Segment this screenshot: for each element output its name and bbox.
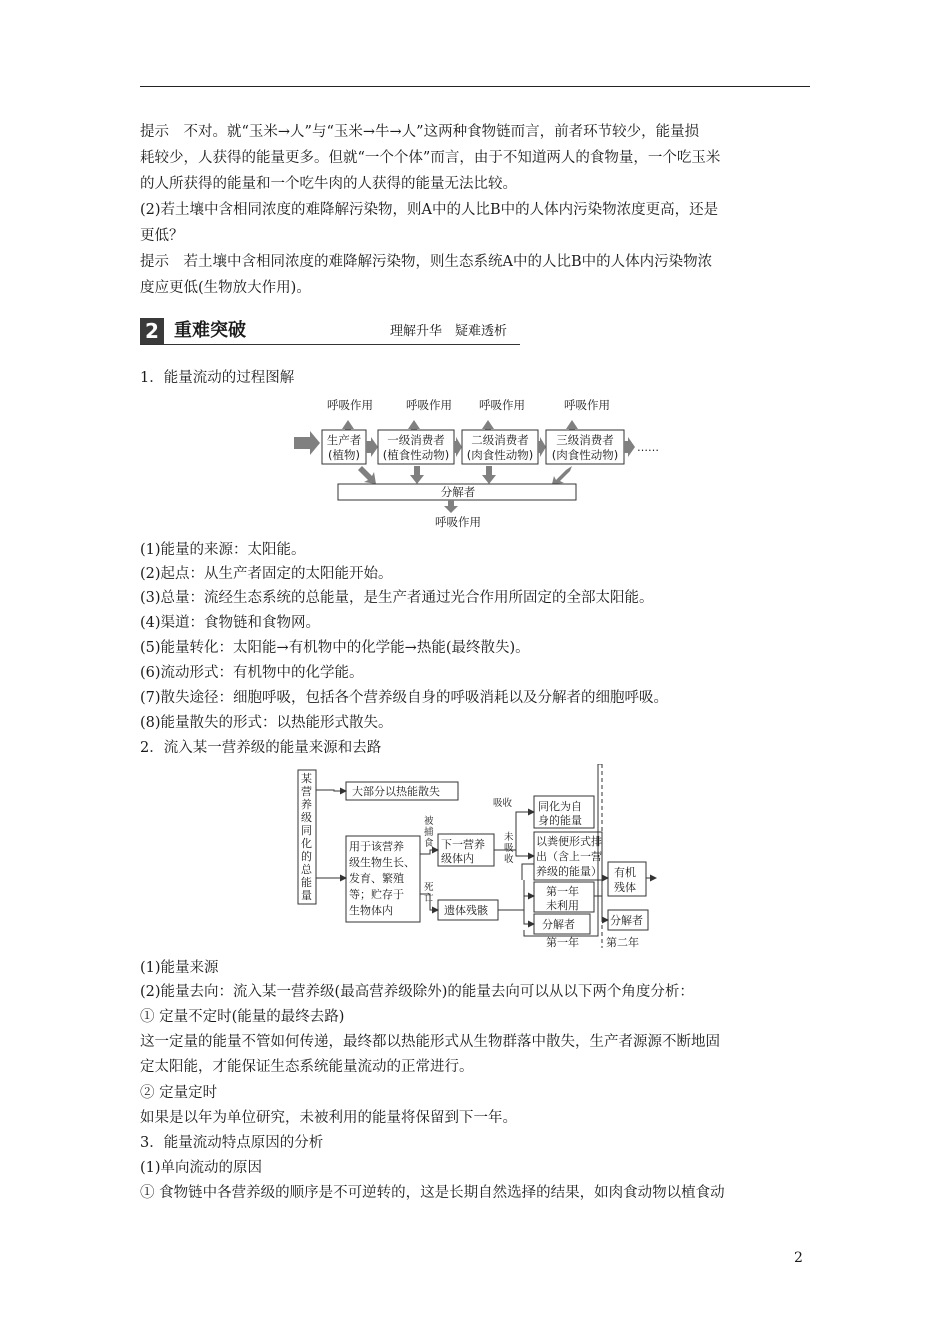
- total-char-8: 总: [301, 863, 312, 876]
- unused-line-2: 未利用: [546, 899, 579, 912]
- heading-energy-flow-diagram: 1．能量流动的过程图解: [140, 370, 295, 386]
- list2-item-3: ① 定量不定时(能量的最终去路): [140, 1009, 345, 1025]
- producer-label: 生产者: [326, 433, 362, 447]
- list1-item-3: (3)总量：流经生态系统的总能量，是生产者通过光合作用所固定的全部太阳能。: [140, 590, 654, 606]
- hint-line-3: 的人所获得的能量和一个吃牛肉的人获得的能量无法比较。: [140, 176, 517, 192]
- consumer1-label: 一级消费者: [387, 433, 445, 447]
- hint-line-5: 度应更低(生物放大作用)。: [140, 280, 311, 296]
- respiration-label-4: 呼吸作用: [564, 398, 610, 412]
- eaten-char-2: 捕: [424, 827, 434, 838]
- total-char-4: 级: [301, 811, 312, 824]
- header-rule: [140, 86, 810, 87]
- flow-arrow-3: [538, 437, 546, 457]
- connector-absorbed: [516, 812, 534, 850]
- total-char-2: 营: [301, 785, 312, 798]
- down-arrow-1: [358, 466, 376, 484]
- hint-line-2: 耗较少，人获得的能量更多。但就“一个个体”而言，由于不知道两人的食物量，一个吃玉米: [140, 150, 721, 166]
- energy-flow-diagram: [290, 392, 670, 534]
- growth-line-4: 等；贮存于: [349, 888, 404, 901]
- connector-unused-organic: [594, 878, 608, 896]
- list1-item-5: (5)能量转化：太阳能→有机物中的化学能→热能(最终散失)。: [140, 640, 530, 656]
- flow-arrow-1: [366, 437, 378, 457]
- growth-line-1: 用于该营养: [349, 840, 404, 853]
- flow-arrow-2: [454, 437, 462, 457]
- decomposer1-label: 分解者: [542, 918, 575, 931]
- list2-item-5: 定太阳能，才能保证生态系统能量流动的正常进行。: [140, 1059, 474, 1075]
- not-absorbed-char-2: 吸: [504, 843, 514, 854]
- sunlight-input-arrow: [294, 431, 320, 455]
- list1-item-8: (8)能量散失的形式：以热能形式散失。: [140, 715, 393, 731]
- producer-sublabel: (植物): [328, 448, 360, 462]
- assimilated-line-1: 同化为自: [538, 800, 582, 813]
- total-char-5: 同: [301, 824, 312, 837]
- energy-destination-diagram: [290, 764, 660, 954]
- chain-ellipsis: ……: [637, 441, 659, 454]
- list1-item-7: (7)散失途径：细胞呼吸，包括各个营养级自身的呼吸消耗以及分解者的细胞呼吸。: [140, 690, 669, 706]
- remains-label: 遗体残骸: [444, 904, 488, 917]
- feces-line-3: 养级的能量）: [536, 865, 602, 878]
- down-arrow-4: [552, 466, 572, 484]
- connector-feces-top: [522, 864, 534, 880]
- decomposer-respiration-label: 呼吸作用: [435, 515, 481, 529]
- eaten-char-3: 食: [424, 838, 434, 849]
- decomposer2-label: 分解者: [610, 914, 643, 927]
- list2-item-10: ① 食物链中各营养级的顺序是不可逆转的，这是长期自然选择的结果，如肉食动物以植食动: [140, 1185, 725, 1201]
- list2-item-1: (1)能量来源: [140, 960, 219, 976]
- hint-line-4: 提示 若土壤中含相同浓度的难降解污染物，则生态系统A中的人比B中的人体内污染物浓: [140, 254, 713, 270]
- not-absorbed-char-3: 收: [504, 854, 514, 865]
- dead-char-1: 死: [424, 882, 434, 893]
- year2-label: 第二年: [606, 936, 639, 949]
- organic-line-2: 残体: [614, 881, 636, 894]
- list2-item-9: (1)单向流动的原因: [140, 1160, 263, 1176]
- connector-not-absorbed: [516, 850, 534, 856]
- list2-item-7: 如果是以年为单位研究，未被利用的能量将保留到下一年。: [140, 1110, 517, 1126]
- next-level-line-2: 级体内: [441, 852, 474, 865]
- hint-line-1: 提示 不对。就“玉米→人”与“玉米→牛→人”这两种食物链而言，前者环节较少，能量损: [140, 124, 700, 140]
- unused-line-1: 第一年: [546, 885, 579, 898]
- page-number: 2: [794, 1250, 803, 1266]
- absorbed-label: 吸收: [493, 798, 513, 809]
- decomposer-down-arrow: [444, 500, 458, 513]
- connector-to-decomposer1: [524, 910, 534, 924]
- not-absorbed-char-1: 未: [504, 832, 514, 843]
- list2-item-4: 这一定量的能量不管如何传递，最终都以热能形式从生物群落中散失，生产者源源不断地固: [140, 1034, 720, 1050]
- consumer2-label: 二级消费者: [471, 433, 529, 447]
- heading-energy-flow-features: 3．能量流动特点原因的分析: [140, 1135, 324, 1151]
- down-arrow-3: [482, 466, 496, 484]
- question-line-2: 更低？: [140, 228, 184, 244]
- growth-line-3: 发育、繁殖: [349, 872, 404, 885]
- question-line-1: (2)若土壤中含相同浓度的难降解污染物，则A中的人比B中的人体内污染物浓度更高，还是: [140, 202, 719, 218]
- list2-item-2: (2)能量去向：流入某一营养级(最高营养级除外)的能量去向可以从以下两个角度分析：: [140, 984, 694, 1000]
- total-char-9: 能: [301, 876, 312, 889]
- connector-total-heat: [316, 790, 346, 791]
- year1-label: 第一年: [546, 936, 579, 949]
- list2-item-6: ② 定量定时: [140, 1085, 218, 1101]
- section-header: [140, 318, 520, 344]
- next-level-line-1: 下一营养: [441, 838, 485, 851]
- section-underline: [140, 344, 520, 345]
- heat-loss-label: 大部分以热能散失: [352, 785, 440, 798]
- flow-arrow-4: [624, 437, 635, 457]
- respiration-label-3: 呼吸作用: [479, 398, 525, 412]
- total-char-10: 量: [301, 889, 312, 902]
- consumer2-sublabel: (肉食性动物): [466, 448, 534, 462]
- dead-char-2: 亡: [424, 893, 434, 904]
- connector-organic-decomposer2: [602, 896, 608, 920]
- feces-line-2: 出（含上一营: [536, 850, 602, 863]
- section-number: 2: [140, 318, 164, 344]
- organic-line-1: 有机: [614, 866, 636, 879]
- list1-item-4: (4)渠道：食物链和食物网。: [140, 615, 321, 631]
- respiration-label-1: 呼吸作用: [327, 398, 373, 412]
- connector-to-unused: [520, 896, 534, 910]
- connector-growth-next: [420, 850, 438, 854]
- section-subtitle: 理解升华 疑难透析: [390, 324, 508, 339]
- eaten-char-1: 被: [424, 816, 434, 827]
- decomposer-label: 分解者: [440, 485, 476, 499]
- growth-line-5: 生物体内: [349, 904, 393, 917]
- list1-item-1: (1)能量的来源：太阳能。: [140, 542, 306, 558]
- list1-item-2: (2)起点：从生产者固定的太阳能开始。: [140, 566, 393, 582]
- feces-line-1: 以粪便形式排: [536, 835, 602, 848]
- list1-item-6: (6)流动形式：有机物中的化学能。: [140, 665, 364, 681]
- growth-line-2: 级生物生长、: [349, 856, 415, 869]
- respiration-label-2: 呼吸作用: [406, 398, 452, 412]
- total-char-7: 的: [301, 850, 312, 863]
- consumer3-sublabel: (肉食性动物): [551, 448, 619, 462]
- assimilated-line-2: 身的能量: [538, 814, 582, 827]
- total-char-3: 养: [301, 798, 312, 811]
- total-char-1: 某: [301, 772, 312, 785]
- consumer3-label: 三级消费者: [556, 433, 614, 447]
- section-title: 重难突破: [174, 320, 246, 341]
- heading-energy-source-destination: 2．流入某一营养级的能量来源和去路: [140, 740, 382, 756]
- total-char-6: 化: [301, 837, 312, 850]
- down-arrow-2: [410, 466, 424, 484]
- consumer1-sublabel: (植食性动物): [382, 448, 450, 462]
